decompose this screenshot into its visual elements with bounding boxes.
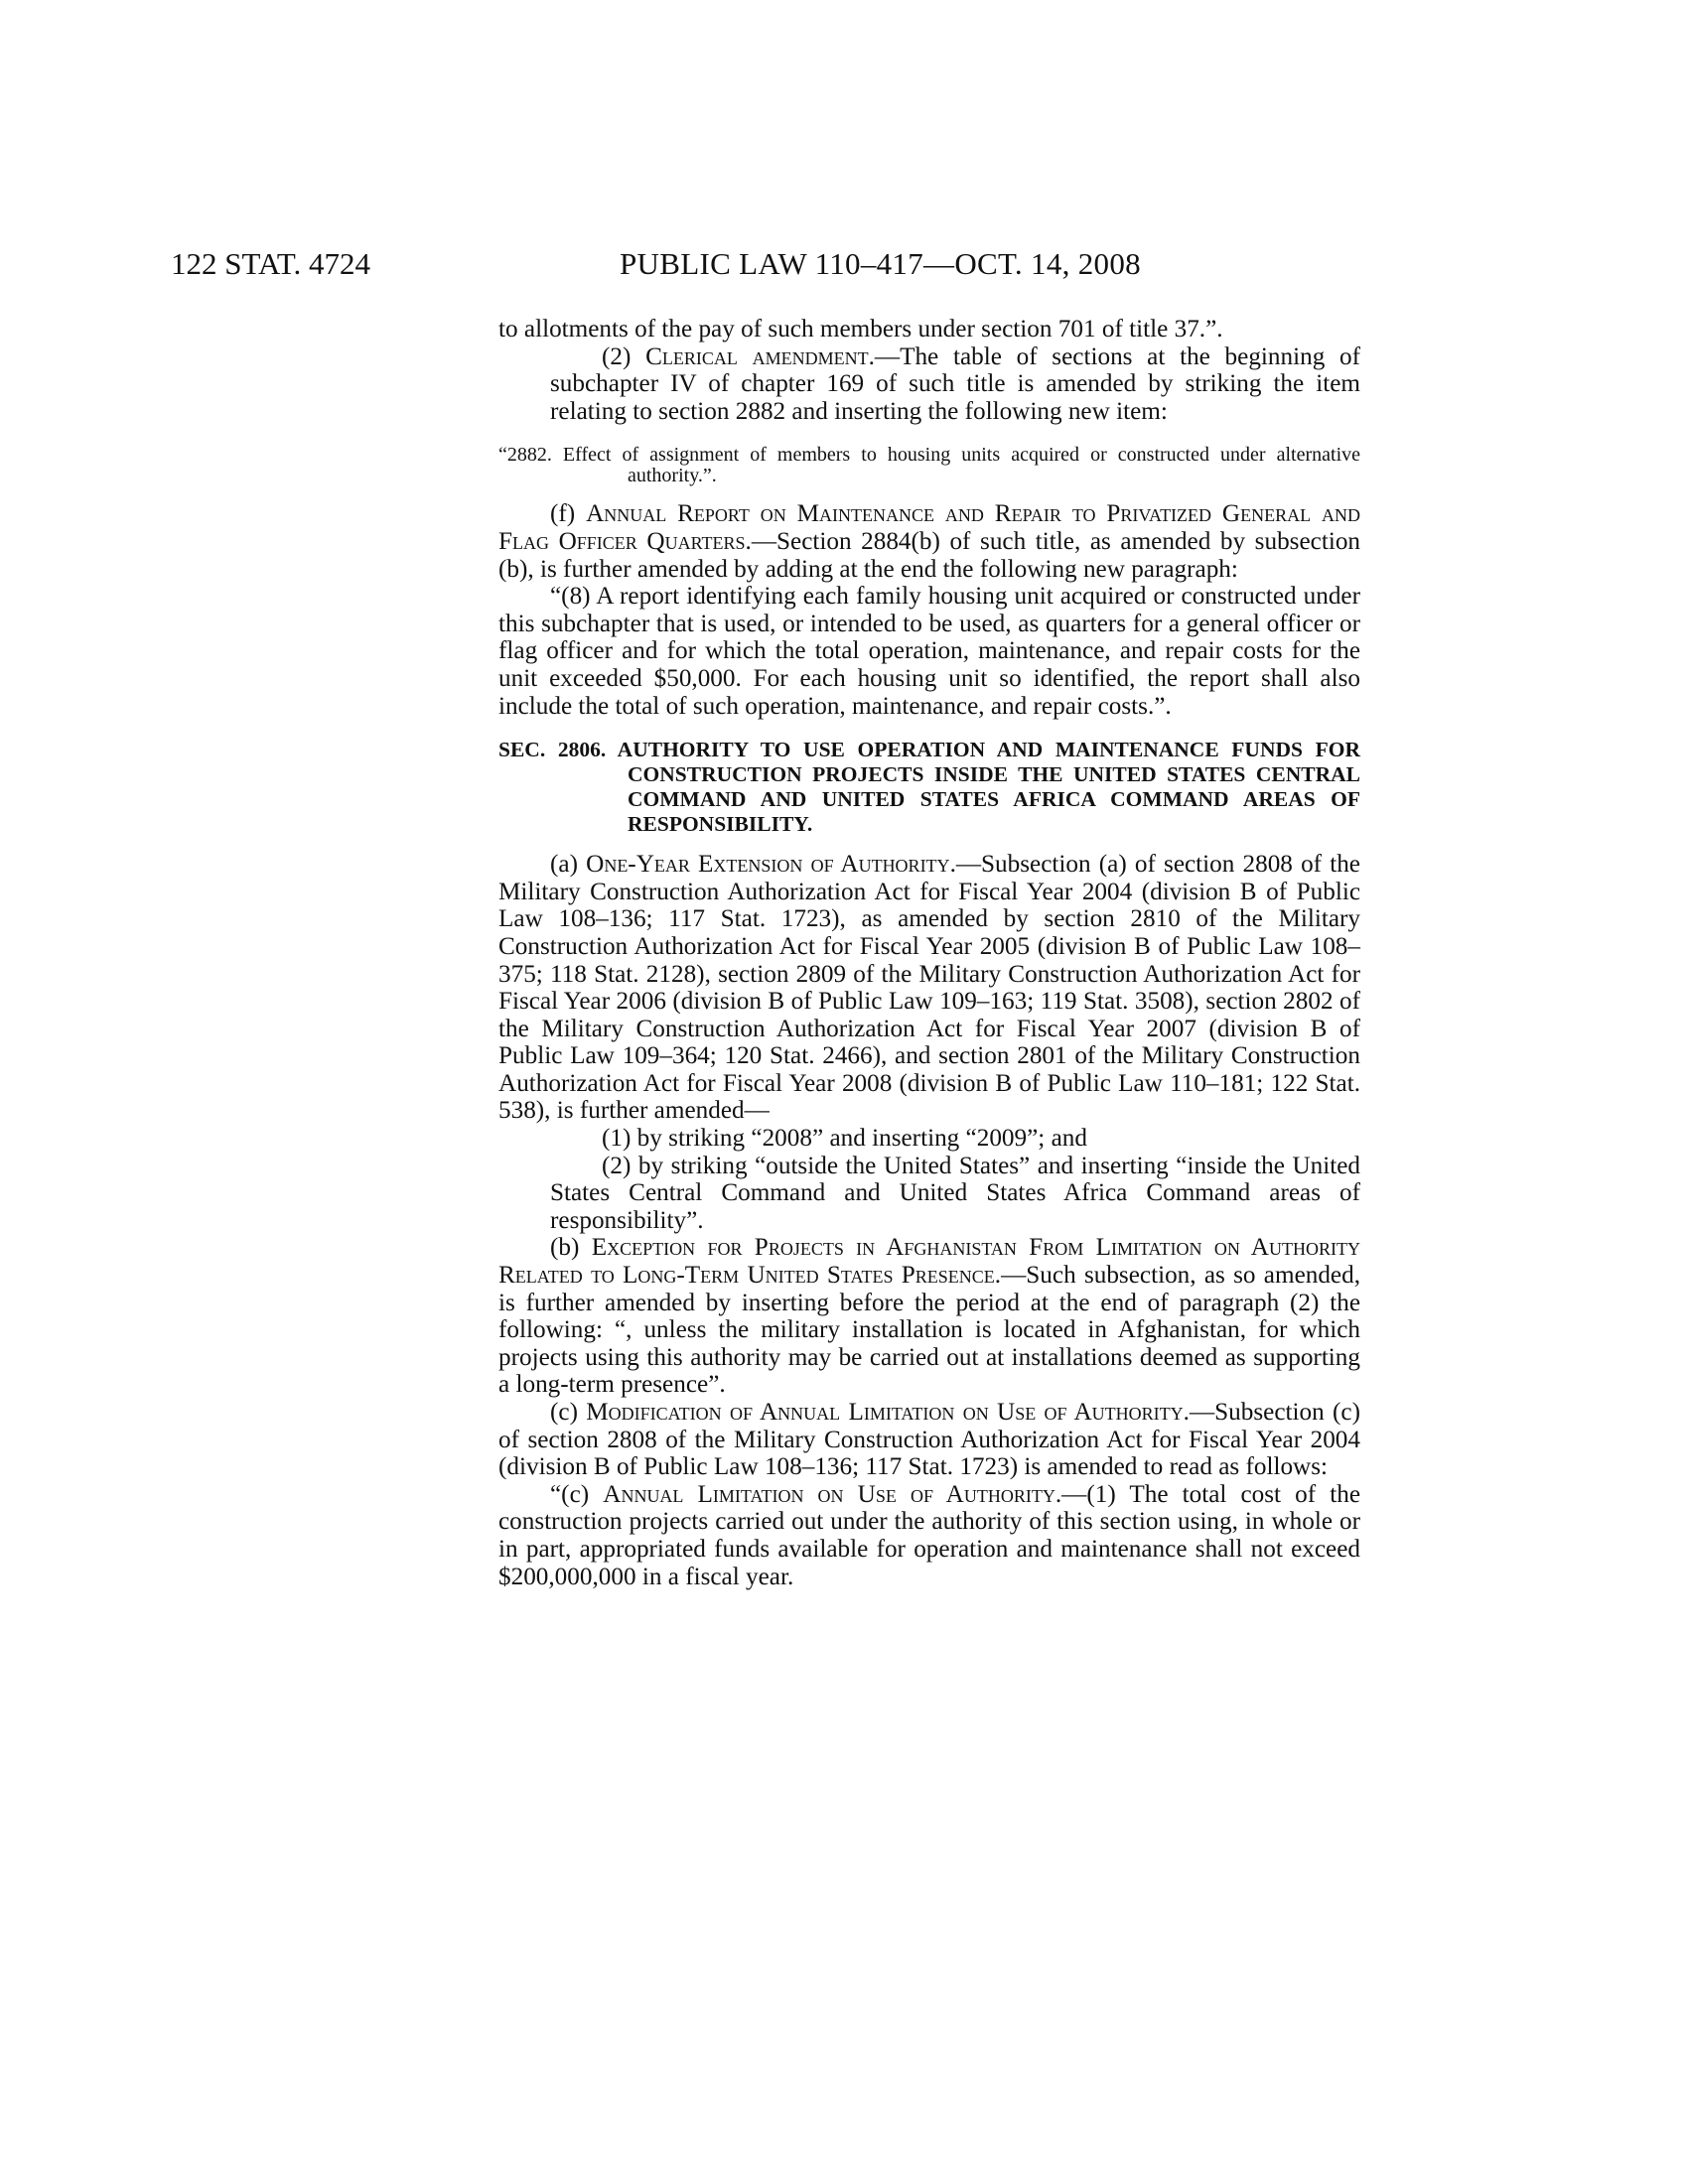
subsection-f [498, 500, 1360, 583]
subsection-heading: Annual Limitation on Use of Authority [603, 1480, 1055, 1508]
paragraph-text: to allotments of the pay of such members under section 701 of title 37.”. [498, 316, 1223, 342]
subsection-c [498, 1399, 1360, 1481]
subsection-number: “(c) [550, 1480, 604, 1508]
subsection-number: (f) [550, 500, 587, 528]
subsection-a [498, 851, 1360, 1125]
paragraph-a1 [498, 1125, 1360, 1153]
document-body [498, 316, 1360, 1590]
subsection-text: .—Section 2884(b) of such title, as amended by subsection (b), is further amended by adding at the end the following new paragraph: [498, 527, 1361, 583]
table-item-text: “2882. Effect of assignment of members to housing units acquired or constructed under alternative authority.”. [498, 444, 1360, 487]
subsection-text: .—Subsection (a) of section 2808 of the Military Construction Authorization Act for Fiscal Year 2004 (division B of Public Law 108–136; 117 Stat. 1723), as amended by section 2810 of the Military Construction Authorization Act for Fiscal Year 2005 (division B of Public Law 108–375; 118 Stat. 2128), section 2809 of the Military Construction Authorization Act for Fiscal Year 2006 (division B of Public Law 109–163; 119 Stat. 3508), section 2802 of the Military Construction Authorization Act for Fiscal Year 2007 (division B of Public Law 109–364; 120 Stat. 2466), and section 2801 of the Military Construction Authorization Act for Fiscal Year 2008 (division B of Public Law 110–181; 122 Stat. 538), is further amended— [498, 851, 1360, 1125]
subsection-heading: Exception for Projects in Afghanistan From Limitation on Authority Related to Long-Term United States Presence [498, 1234, 1360, 1290]
law-title: PUBLIC LAW 110–417—OCT. 14, 2008 [620, 246, 1141, 281]
paragraph-text: (1) by striking “2008” and inserting “2009”; and [602, 1125, 1087, 1153]
paragraph-number: (2) [602, 342, 646, 370]
paragraph-text: .—The table of sections at the beginning of subchapter IV of chapter 169 of such title is amended by striking the item relating to section 2882 and inserting the following new item: [550, 342, 1360, 425]
quoted-subsection-c [498, 1481, 1360, 1590]
paragraph-continuation [498, 316, 1360, 343]
subsection-text: .—Such subsection, as so amended, is further amended by inserting before the period at the end of paragraph (2) the following: “, unless the military installation is located in Afghanistan, for which projects using this authority may be carried out at installations deemed as supporting a long-term presence”. [498, 1262, 1361, 1399]
page-header [171, 246, 1362, 290]
clerical-amendment-paragraph [498, 343, 1360, 426]
subsection-heading: Annual Report on Maintenance and Repair to Privatized General and Flag Officer Quarters [498, 500, 1360, 555]
subsection-heading: One-Year Extension of Authority [586, 851, 950, 879]
subsection-heading: Modification of Annual Limitation on Use of Authority [586, 1399, 1184, 1426]
section-heading-text: SEC. 2806. AUTHORITY TO USE OPERATION AND MAINTENANCE FUNDS FOR CONSTRUCTION PROJECTS INSIDE THE UNITED STATES CENTRAL COMMAND AND UNITED STATES AFRICA COMMAND AREAS OF RESPONSIBILITY. [498, 738, 1360, 837]
paragraph-heading: Clerical amendment [645, 342, 869, 370]
section-heading [498, 738, 1360, 837]
subsection-b [498, 1234, 1360, 1399]
subsection-number: (c) [550, 1399, 587, 1426]
paragraph-a2 [498, 1153, 1360, 1235]
stat-citation: 122 STAT. 4724 [171, 246, 371, 281]
subsection-number: (a) [550, 851, 587, 879]
subsection-text: .—Subsection (c) of section 2808 of the Military Construction Authorization Act for Fiscal Year 2004 (division B of Public Law 108–136; 117 Stat. 1723) is amended to read as follows: [498, 1399, 1360, 1481]
table-of-sections-item [498, 445, 1360, 486]
quoted-paragraph-8 [498, 583, 1360, 720]
paragraph-text: (2) by striking “outside the United States” and inserting “inside the United States Central Command and United States Africa Command areas of responsibility”. [550, 1152, 1360, 1234]
subsection-text: .—(1) The total cost of the construction projects carried out under the authority of this section using, in whole or in part, appropriated funds available for operation and maintenance shall not exceed $200,000,000 in a fiscal year. [498, 1480, 1361, 1590]
quoted-text: “(8) A report identifying each family housing unit acquired or constructed under this subchapter that is used, or intended to be used, as quarters for a general officer or flag officer and for which the total operation, maintenance, and repair costs for the unit exceeded $50,000. For each housing unit so identified, the report shall also include the total of such operation, maintenance, and repair costs.”. [498, 583, 1360, 720]
subsection-number: (b) [550, 1234, 592, 1262]
